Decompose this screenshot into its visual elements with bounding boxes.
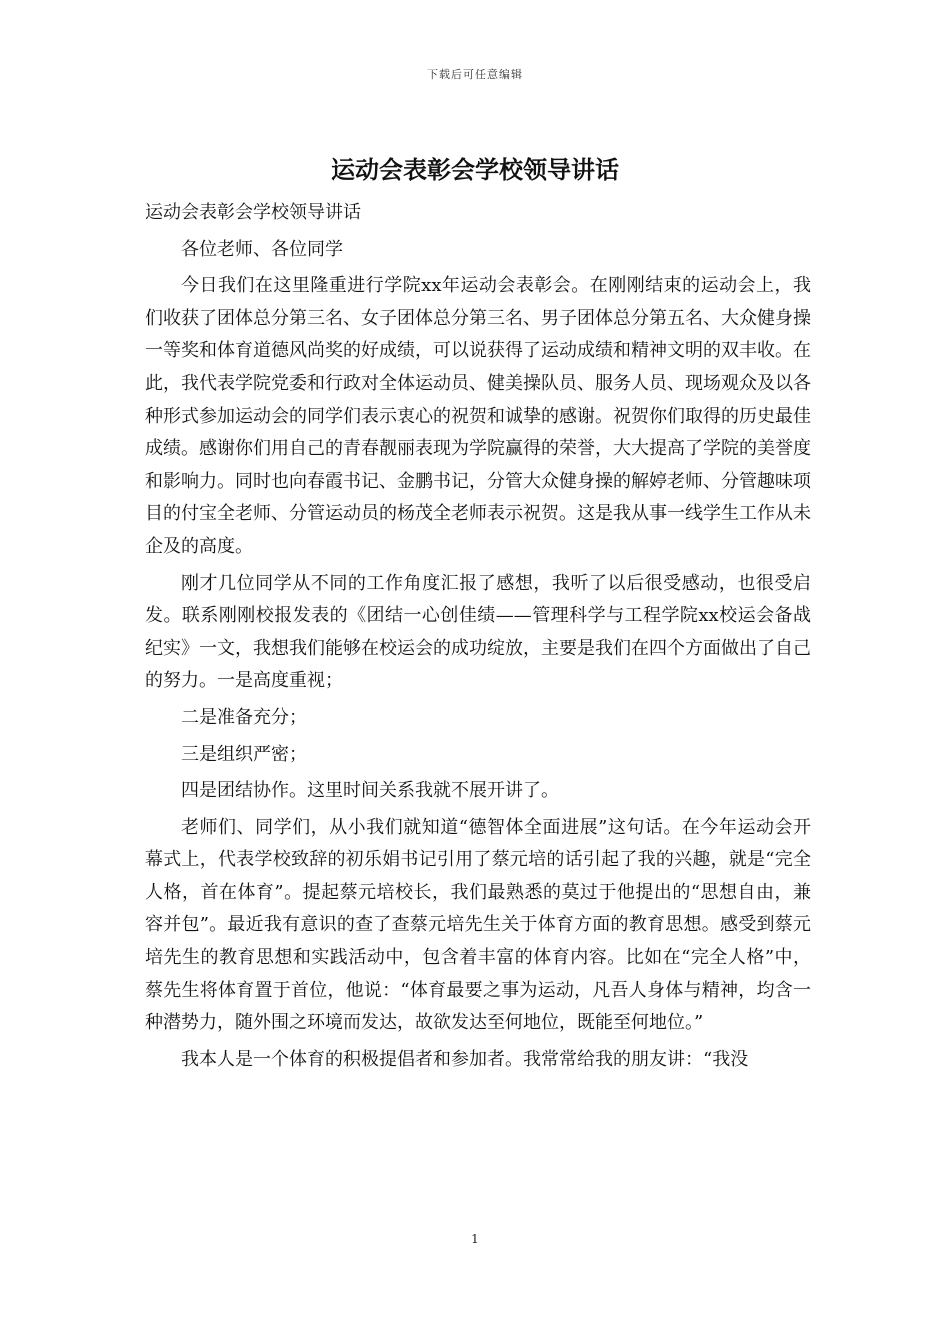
paragraph: 三是组织严密； (181, 743, 307, 765)
document-body (145, 197, 811, 1080)
paragraph: 我本人是一个体育的积极提倡者和参加者。我常常给我的朋友讲：“我没 (181, 1048, 749, 1070)
paragraph: 二是准备充分； (181, 706, 307, 728)
paragraph-subtitle: 运动会表彰会学校领导讲话 (145, 202, 361, 223)
paragraph-salutation: 各位老师、各位同学 (181, 238, 343, 260)
header-note: 下载后可任意编辑 (427, 68, 523, 81)
paragraph: 老师们、同学们，从小我们就知道“德智体全面进展”这句话。在今年运动会开幕式上，代表学校致辞的初乐娟书记引用了蔡元培的话引起了我的兴趣，就是“完全人格，首在体育”。提起蔡元培校长，我们最熟悉的莫过于他提出的“思想自由，兼容并包”。最近我有意识的查了查蔡元培先生关于体育方面的教育思想。感受到蔡元培先生的教育思想和实践活动中，包含着丰富的体育内容。比如在“完全人格”中，蔡先生将体育置于首位，他说：“体育最要之事为运动，凡吾人身体与精神，均含一种潜势力，随外围之环境而发达，故欲发达至何地位，既能至何地位。” (145, 816, 811, 1034)
paragraph: 刚才几位同学从不同的工作角度汇报了感想，我听了以后很受感动，也很受启发。联系刚刚校报发表的《团结一心创佳绩——管理科学与工程学院xx校运会备战纪实》一文，我想我们能够在校运会的成功绽放，主要是我们在四个方面做出了自己的努力。一是高度重视； (145, 572, 811, 692)
document-title: 运动会表彰会学校领导讲话 (331, 155, 619, 184)
page-number: 1 (471, 1232, 479, 1246)
paragraph: 四是团结协作。这里时间关系我就不展开讲了。 (181, 780, 559, 802)
paragraph: 今日我们在这里隆重进行学院xx年运动会表彰会。在刚刚结束的运动会上，我们收获了团体总分第三名、女子团体总分第三名、男子团体总分第五名、大众健身操一等奖和体育道德风尚奖的好成绩，可以说获得了运动成绩和精神文明的双丰收。在此，我代表学院党委和行政对全体运动员、健美操队员、服务人员、现场观众及以各种形式参加运动会的同学们表示衷心的祝贺和诚挚的感谢。祝贺你们取得的历史最佳成绩。感谢你们用自己的青春靓丽表现为学院赢得的荣誉，大大提高了学院的美誉度和影响力。同时也向春霞书记、金鹏书记，分管大众健身操的解婷老师、分管趣味项目的付宝全老师、分管运动员的杨茂全老师表示祝贺。这是我从事一线学生工作从未企及的高度。 (145, 275, 811, 557)
